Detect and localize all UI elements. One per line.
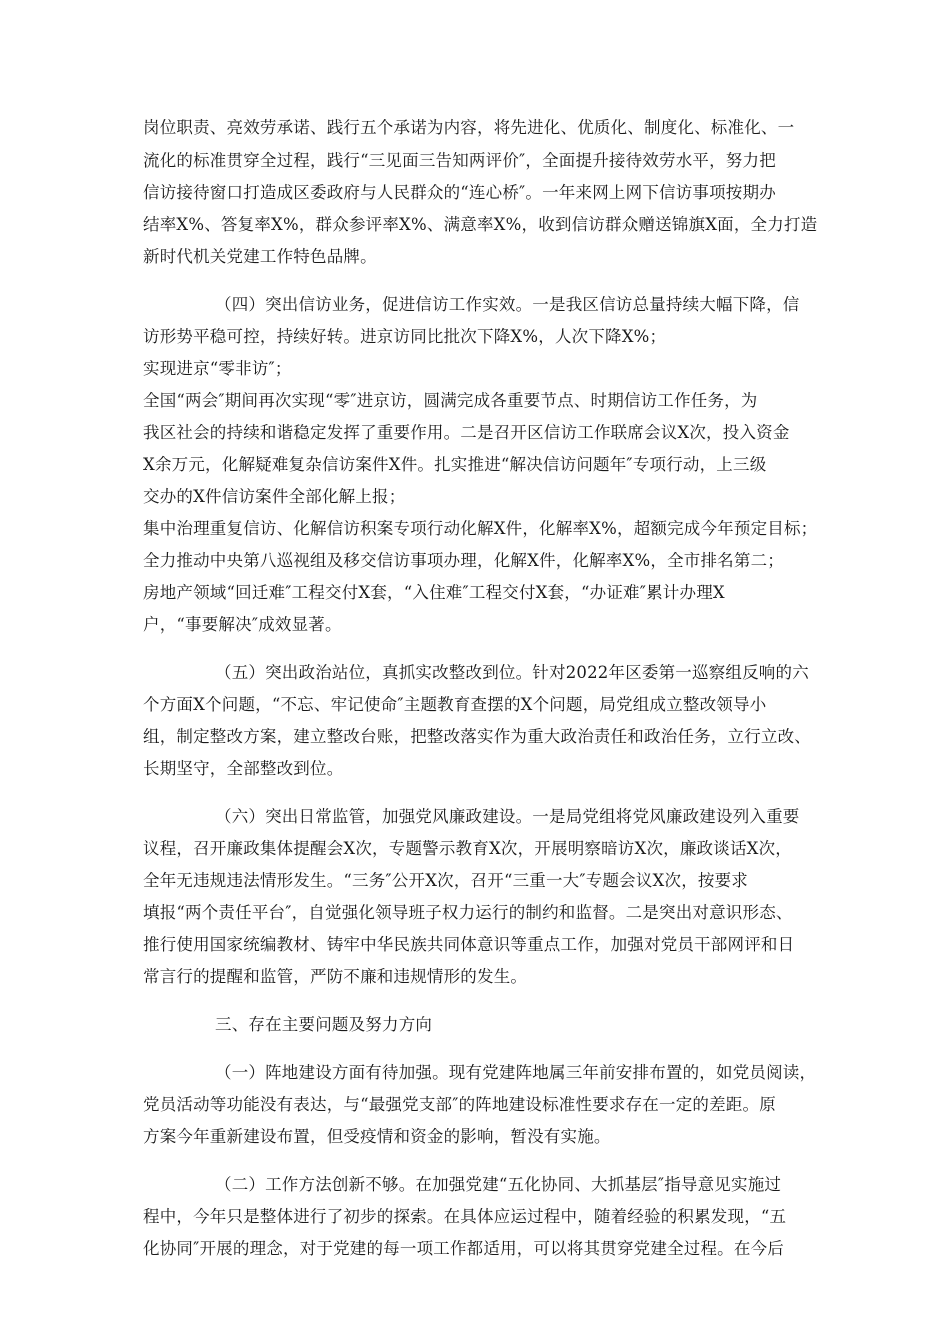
- text-line: 访形势平稳可控，持续好转。进京访同比批次下降X%，人次下降X%；: [143, 327, 667, 346]
- text-line: 推行使用国家统编教材、铸牢中华民族共同体意识等重点工作，加强对党员干部网评和日: [143, 935, 795, 954]
- text-line: （二）工作方法创新不够。在加强党建“五化协同、大抓基层″指导意见实施过: [215, 1175, 782, 1194]
- text-line: （五）突出政治站位，真抓实改整改到位。针对2022年区委第一巡察组反响的六: [215, 663, 809, 682]
- text-line: 流化的标准贯穿全过程，践行“三见面三告知两评价″，全面提升接待效劳水平，努力把: [143, 151, 776, 170]
- text-line: 集中治理重复信访、化解信访积案专项行动化解X件，化解率X%，超额完成今年预定目标；: [143, 519, 818, 538]
- section-heading: 三、存在主要问题及努力方向: [215, 1015, 433, 1034]
- text-line: X余万元，化解疑难复杂信访案件X件。扎实推进“解决信访问题年″专项行动，上三级: [143, 455, 767, 474]
- text-line: 结率X%、答复率X%，群众参评率X%、满意率X%，收到信访群众赠送锦旗X面，全力打造: [143, 215, 818, 234]
- text-line: 党员活动等功能没有表达，与“最强党支部″的阵地建设标准性要求存在一定的差距。原: [143, 1095, 776, 1114]
- text-line: 全年无违规违法情形发生。“三务″公开X次，召开“三重一大″专题会议X次，按要求: [143, 871, 748, 890]
- text-line: 新时代机关党建工作特色品牌。: [143, 247, 377, 266]
- text-line: 化协同″开展的理念，对于党建的每一项工作都适用，可以将其贯穿党建全过程。在今后: [143, 1239, 784, 1258]
- text-line: 交办的X件信访案件全部化解上报；: [143, 487, 406, 506]
- text-line: 程中，今年只是整体进行了初步的探索。在具体应运过程中，随着经验的积累发现，“五: [143, 1207, 787, 1226]
- text-line: 常言行的提醒和监管，严防不廉和违规情形的发生。: [143, 967, 528, 986]
- text-line: （一）阵地建设方面有待加强。现有党建阵地属三年前安排布置的，如党员阅读，: [215, 1063, 817, 1082]
- text-line: 房地产领域“回迁难″工程交付X套，“入住难″工程交付X套，“办证难″累计办理X: [143, 583, 725, 602]
- text-line: 议程，召开廉政集体提醒会X次，专题警示教育X次，开展明察暗访X次，廉政谈话X次，: [143, 839, 792, 858]
- text-line: （四）突出信访业务，促进信访工作实效。一是我区信访总量持续大幅下降，信: [215, 295, 800, 314]
- text-line: 个方面X个问题，“不忘、牢记使命″主题教育查摆的X个问题，局党组成立整改领导小: [143, 695, 767, 714]
- text-line: 户，“事要解决″成效显著。: [143, 615, 342, 634]
- text-line: 全国“两会″期间再次实现“零″进京访，圆满完成各重要节点、时期信访工作任务，为: [143, 391, 758, 410]
- text-line: 填报“两个责任平台″，自觉强化领导班子权力运行的制约和监督。二是突出对意识形态、: [143, 903, 793, 922]
- text-line: 组，制定整改方案，建立整改台账，把整改落实作为重大政治责任和政治任务，立行立改、: [143, 727, 811, 746]
- text-line: 我区社会的持续和谐稳定发挥了重要作用。二是召开区信访工作联席会议X次，投入资金: [143, 423, 790, 442]
- text-line: 信访接待窗口打造成区委政府与人民群众的“连心桥″。一年来网上网下信访事项按期办: [143, 183, 776, 202]
- text-line: （六）突出日常监管，加强党风廉政建设。一是局党组将党风廉政建设列入重要: [215, 807, 800, 826]
- text-line: 方案今年重新建设布置，但受疫情和资金的影响，暂没有实施。: [143, 1127, 611, 1146]
- text-line: 全力推动中央第八巡视组及移交信访事项办理，化解X件，化解率X%，全市排名第二；: [143, 551, 784, 570]
- text-line: 岗位职责、亮效劳承诺、践行五个承诺为内容，将先进化、优质化、制度化、标准化、一: [143, 118, 795, 137]
- text-line: 长期坚守，全部整改到位。: [143, 759, 344, 778]
- text-line: 实现进京“零非访″；: [143, 359, 292, 378]
